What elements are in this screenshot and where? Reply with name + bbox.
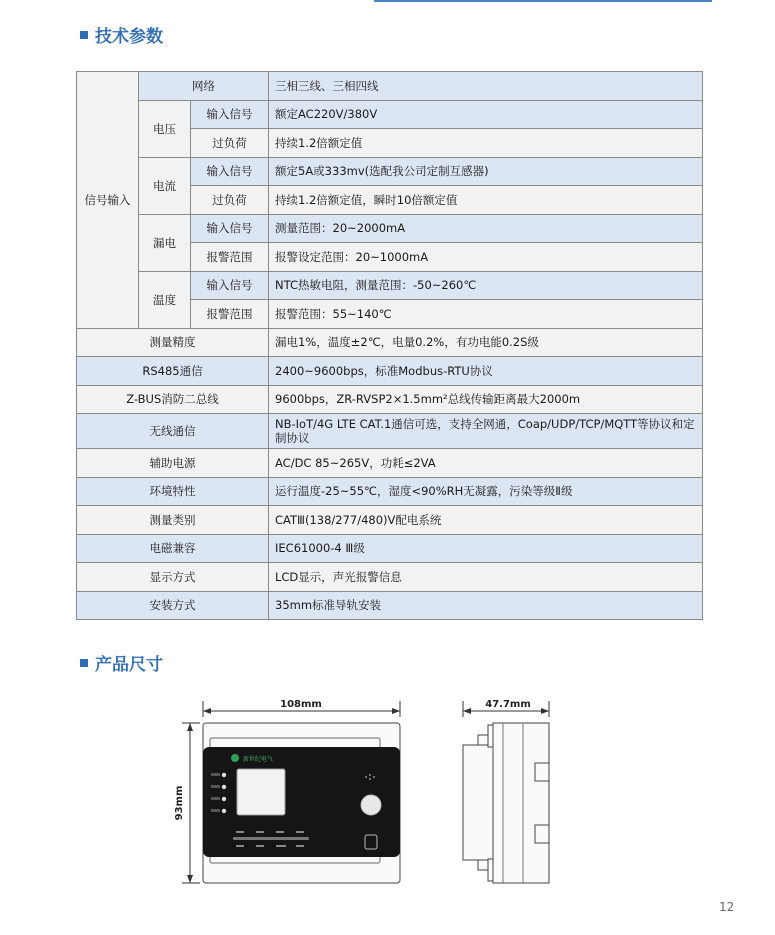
network-value: 三相三线、三相四线	[269, 72, 703, 101]
heading-square-icon	[80, 31, 88, 39]
temperature-input-label: 输入信号	[191, 271, 269, 300]
current-input-value: 额定5A或333mv(选配我公司定制互感器)	[269, 157, 703, 186]
current-label: 电流	[139, 157, 191, 214]
aux-power-value: AC/DC 85~265V，功耗≤2VA	[269, 449, 703, 478]
table-row	[77, 385, 703, 414]
current-overload-label: 过负荷	[191, 186, 269, 215]
accuracy-value: 漏电1%，温度±2℃，电量0.2%，有功电能0.2S级	[269, 328, 703, 357]
heading-square-icon	[80, 659, 88, 667]
lcd-screen	[237, 769, 285, 815]
page-number: 12	[719, 900, 735, 914]
knob-icon	[361, 795, 381, 815]
wireless-value: NB-IoT/4G LTE CAT.1通信可选，支持全网通，Coap/UDP/TCP/MQTT等协议和定制协议	[269, 414, 703, 449]
environment-value: 运行温度-25~55℃，湿度<90%RH无凝露，污染等级Ⅱ级	[269, 477, 703, 506]
arrow-left-icon	[463, 708, 471, 714]
table-row	[77, 477, 703, 506]
status-led-icon	[222, 797, 226, 801]
rs485-value: 2400~9600bps，标准Modbus-RTU协议	[269, 357, 703, 386]
status-led-icon	[222, 785, 226, 789]
installation-label: 安装方式	[77, 591, 269, 620]
display-value: LCD显示，声光报警信息	[269, 563, 703, 592]
spec-table	[76, 71, 703, 620]
table-row	[77, 506, 703, 535]
top-rule	[374, 0, 712, 2]
led-label-mark	[211, 773, 220, 776]
arrow-left-icon	[203, 708, 211, 714]
accuracy-label: 测量精度	[77, 328, 269, 357]
table-row	[77, 357, 703, 386]
temperature-label: 温度	[139, 271, 191, 328]
network-label: 网络	[139, 72, 269, 101]
temperature-alarm-value: 报警范围：55~140℃	[269, 300, 703, 329]
installation-value: 35mm标准导轨安装	[269, 591, 703, 620]
environment-label: 环境特性	[77, 477, 269, 506]
current-overload-value: 持续1.2倍额定值，瞬时10倍额定值	[269, 186, 703, 215]
table-row	[77, 449, 703, 478]
button-strip	[233, 837, 309, 840]
temperature-alarm-label: 报警范围	[191, 300, 269, 329]
aux-power-label: 辅助电源	[77, 449, 269, 478]
height-dimension-label: 93mm	[174, 785, 185, 821]
arrow-down-icon	[187, 875, 193, 883]
led-label-mark	[211, 785, 220, 788]
arrow-up-icon	[187, 723, 193, 731]
signal-input-label: 信号输入	[77, 72, 139, 329]
leakage-alarm-label: 报警范围	[191, 243, 269, 272]
voltage-input-label: 输入信号	[191, 100, 269, 129]
measure-category-label: 测量类别	[77, 506, 269, 535]
arrow-right-icon	[541, 708, 549, 714]
table-row	[77, 100, 703, 129]
status-led-icon	[222, 809, 226, 813]
size-heading	[80, 650, 163, 675]
measure-category-value: CATⅢ(138/277/480)V配电系统	[269, 506, 703, 535]
front-view-drawing	[160, 695, 420, 895]
specs-heading-text: 技术参数	[95, 27, 163, 47]
current-input-label: 输入信号	[191, 157, 269, 186]
voltage-overload-label: 过负荷	[191, 129, 269, 158]
led-label-mark	[211, 797, 220, 800]
zbus-value: 9600bps，ZR-RVSP2×1.5mm²总线传输距离最大2000m	[269, 385, 703, 414]
table-row	[77, 563, 703, 592]
table-row	[77, 328, 703, 357]
voltage-overload-value: 持续1.2倍额定值	[269, 129, 703, 158]
leakage-label: 漏电	[139, 214, 191, 271]
rs485-label: RS485通信	[77, 357, 269, 386]
display-label: 显示方式	[77, 563, 269, 592]
brand-text: 新世纪电气	[243, 756, 274, 763]
temperature-input-value: NTC热敏电阻，测量范围：-50~260℃	[269, 271, 703, 300]
status-led-icon	[222, 773, 226, 777]
side-view-drawing	[450, 695, 570, 895]
emc-label: 电磁兼容	[77, 534, 269, 563]
side-housing	[463, 723, 549, 883]
depth-dimension-label: 47.7mm	[485, 699, 531, 710]
zbus-label: Z-BUS消防二总线	[77, 385, 269, 414]
table-row	[77, 591, 703, 620]
table-row	[77, 534, 703, 563]
voltage-input-value: 额定AC220V/380V	[269, 100, 703, 129]
arrow-right-icon	[392, 708, 400, 714]
leakage-input-label: 输入信号	[191, 214, 269, 243]
specs-heading	[80, 22, 163, 47]
led-label-mark	[211, 809, 220, 812]
table-row	[77, 414, 703, 449]
table-row	[77, 214, 703, 243]
table-row	[77, 271, 703, 300]
brand-logo-icon	[231, 754, 239, 762]
leakage-input-value: 测量范围：20~2000mA	[269, 214, 703, 243]
width-dimension-label: 108mm	[280, 699, 322, 710]
leakage-alarm-value: 报警设定范围：20~1000mA	[269, 243, 703, 272]
table-row	[77, 72, 703, 101]
emc-value: IEC61000-4 Ⅲ级	[269, 534, 703, 563]
voltage-label: 电压	[139, 100, 191, 157]
wireless-label: 无线通信	[77, 414, 269, 449]
size-heading-text: 产品尺寸	[95, 655, 163, 675]
table-row	[77, 157, 703, 186]
